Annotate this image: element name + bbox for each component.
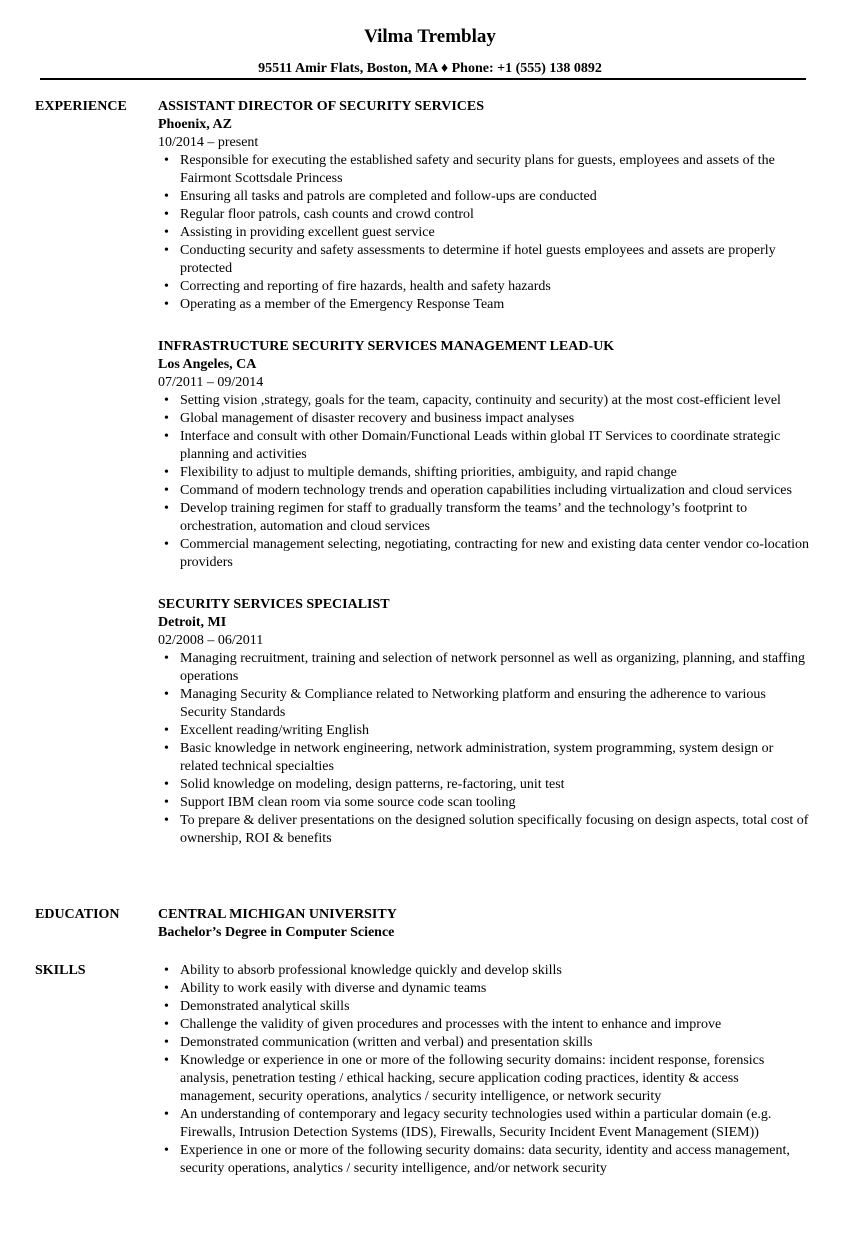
education-body — [158, 906, 810, 942]
resume-header — [0, 0, 860, 78]
list-item: • Conducting security and safety assessments to determine if hotel guests employees and assets are properly protected — [158, 242, 810, 278]
list-item: • Experience in one or more of the following security domains: data security, identity and access management, security operations, analytics / security intelligence, and/or network security — [158, 1142, 810, 1178]
job-location: Phoenix, AZ — [158, 117, 232, 132]
job-entry — [158, 98, 810, 314]
job-dates: 10/2014 – present — [158, 135, 259, 150]
header-divider — [40, 78, 806, 80]
skills-bullets — [158, 962, 810, 1178]
list-item: • To prepare & deliver presentations on the designed solution specifically focusing on design aspects, total cost of ownership, ROI & benefits — [158, 812, 810, 848]
list-item: • Global management of disaster recovery and business impact analyses — [158, 410, 810, 428]
list-item: • Flexibility to adjust to multiple demands, shifting priorities, ambiguity, and rapid change — [158, 464, 810, 482]
list-item: • Demonstrated analytical skills — [158, 998, 810, 1016]
list-item: • Setting vision ,strategy, goals for the team, capacity, continuity and security) at the most cost-efficient level — [158, 392, 810, 410]
contact-line: 95511 Amir Flats, Boston, MA ♦ Phone: +1 (555) 138 0892 — [258, 61, 602, 76]
list-item: • Support IBM clean room via some source code scan tooling — [158, 794, 810, 812]
job-entry — [158, 596, 810, 848]
experience-section — [35, 98, 810, 848]
skills-body — [158, 962, 810, 1178]
list-item: • Ability to absorb professional knowledge quickly and develop skills — [158, 962, 810, 980]
list-item: • Challenge the validity of given procedures and processes with the intent to enhance and improve — [158, 1016, 810, 1034]
list-item: • Correcting and reporting of fire hazards, health and safety hazards — [158, 278, 810, 296]
list-item: • Regular floor patrols, cash counts and crowd control — [158, 206, 810, 224]
list-item: • Develop training regimen for staff to gradually transform the teams’ and the technology’s footprint to orchestration, automation and cloud services — [158, 500, 810, 536]
list-item: • Ensuring all tasks and patrols are completed and follow-ups are conducted — [158, 188, 810, 206]
list-item: • Managing Security & Compliance related to Networking platform and ensuring the adherence to various Security Standards — [158, 686, 810, 722]
job-title: INFRASTRUCTURE SECURITY SERVICES MANAGEMENT LEAD-UK — [158, 339, 615, 354]
job-title: ASSISTANT DIRECTOR OF SECURITY SERVICES — [158, 99, 485, 114]
list-item: • Responsible for executing the established safety and security plans for guests, employees and assets of the Fairmont Scottsdale Princess — [158, 152, 810, 188]
list-item: • Knowledge or experience in one or more of the following security domains: incident response, forensics analysis, penetration testing / ethical hacking, secure application coding practices, identity & access management, security operations, analytics / security intelligence, or network security — [158, 1052, 810, 1106]
school-name: CENTRAL MICHIGAN UNIVERSITY — [158, 907, 397, 922]
degree: Bachelor’s Degree in Computer Science — [158, 925, 395, 940]
job-dates: 02/2008 – 06/2011 — [158, 633, 264, 648]
list-item: • Commercial management selecting, negotiating, contracting for new and existing data center vendor co-location providers — [158, 536, 810, 572]
list-item: • Basic knowledge in network engineering, network administration, system programming, system design or related technical specialties — [158, 740, 810, 776]
job-title: SECURITY SERVICES SPECIALIST — [158, 597, 390, 612]
job-location: Los Angeles, CA — [158, 357, 257, 372]
list-item: • Interface and consult with other Domain/Functional Leads within global IT Services to coordinate strategic planning and activities — [158, 428, 810, 464]
list-item: • An understanding of contemporary and legacy security technologies used within a particular domain (e.g. Firewalls, Intrusion Detection Systems (IDS), Firewalls, Security Incident Event Management (SIEM)) — [158, 1106, 810, 1142]
list-item: • Command of modern technology trends and operation capabilities including virtualization and cloud services — [158, 482, 810, 500]
section-title-experience: EXPERIENCE — [35, 99, 127, 114]
experience-body — [158, 98, 810, 848]
education-section — [35, 906, 810, 942]
job-bullets — [158, 152, 810, 314]
skills-section — [35, 962, 810, 1178]
section-title-skills: SKILLS — [35, 963, 86, 978]
list-item: • Operating as a member of the Emergency Response Team — [158, 296, 810, 314]
section-title-education: EDUCATION — [35, 907, 120, 922]
list-item: • Managing recruitment, training and selection of network personnel as well as organizing, planning, and staffing operations — [158, 650, 810, 686]
job-bullets — [158, 650, 810, 848]
job-bullets — [158, 392, 810, 572]
list-item: • Excellent reading/writing English — [158, 722, 810, 740]
job-entry — [158, 338, 810, 572]
job-location: Detroit, MI — [158, 615, 227, 630]
candidate-name: Vilma Tremblay — [364, 26, 496, 47]
list-item: • Demonstrated communication (written and verbal) and presentation skills — [158, 1034, 810, 1052]
list-item: • Ability to work easily with diverse and dynamic teams — [158, 980, 810, 998]
list-item: • Solid knowledge on modeling, design patterns, re-factoring, unit test — [158, 776, 810, 794]
job-dates: 07/2011 – 09/2014 — [158, 375, 264, 390]
list-item: • Assisting in providing excellent guest service — [158, 224, 810, 242]
